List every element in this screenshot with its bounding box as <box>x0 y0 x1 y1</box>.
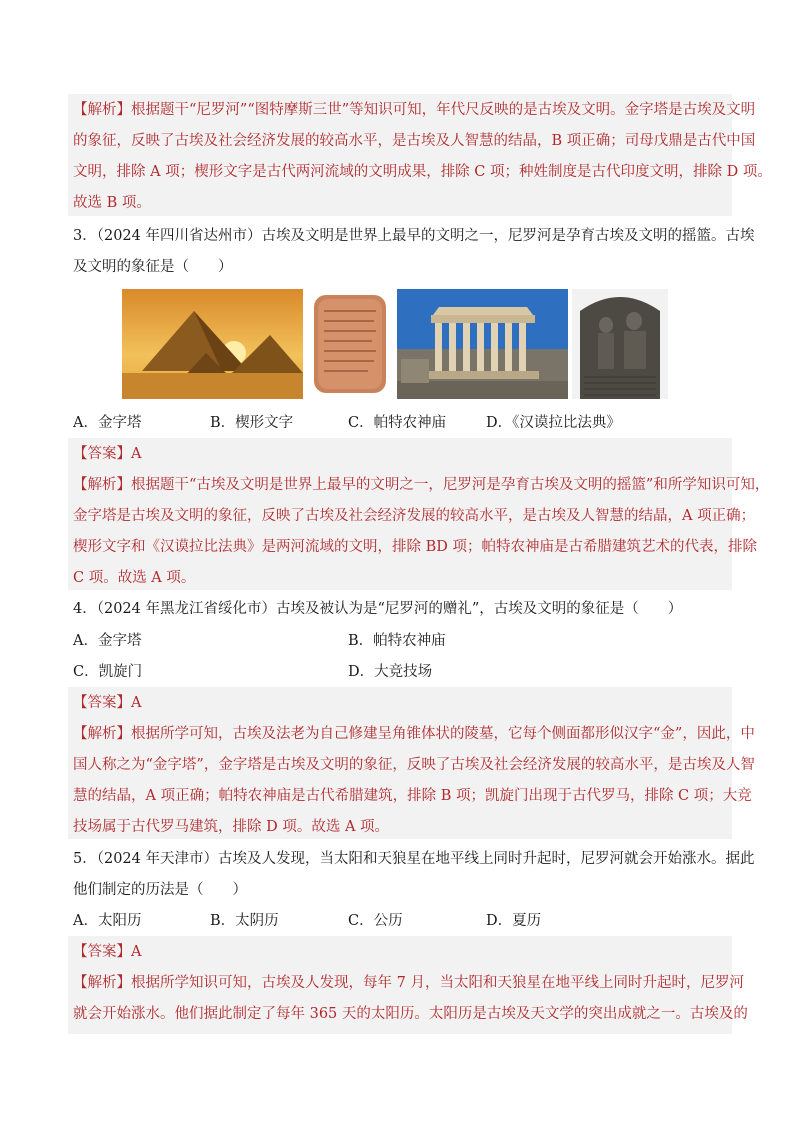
analysis-line: 【解析】根据题干“古埃及文明是世界上最早的文明之一，尼罗河是孕育古埃及文明的摇篮”和所学知识可知， <box>73 477 770 493</box>
question-stem: 3．（2024 年四川省达州市）古埃及文明是世界上最早的文明之一，尼罗河是孕育古埃及文明的摇篮。古埃 <box>73 228 755 244</box>
analysis-line: 国人称之为“金字塔”，金字塔是古埃及文明的象征，反映了古埃及社会经济发展的较高水平，是古埃及人智 <box>73 757 755 773</box>
analysis-line: 就会开始涨水。他们据此制定了每年 365 天的太阳历。太阳历是古埃及天文学的突出成就之一。古埃及的 <box>73 1006 748 1022</box>
code-of-hammurabi-image <box>572 289 668 399</box>
analysis-line: 【解析】根据所学知识可知，古埃及人发现，每年 7 月，当太阳和天狼星在地平线上同时升起时，尼罗河 <box>73 975 744 991</box>
option-b: B．帕特农神庙 <box>348 633 446 649</box>
option-d: D．大竞技场 <box>348 664 433 680</box>
question-stem: 4．（2024 年黑龙江省绥化市）古埃及被认为是“尼罗河的赠礼”，古埃及文明的象征是（ ） <box>73 601 683 617</box>
analysis-line: 故选 B 项。 <box>73 195 151 211</box>
option-a: A．金字塔 <box>73 415 142 431</box>
answer-label: 【答案】A <box>73 695 142 711</box>
question-stem: 5．（2024 年天津市）古埃及人发现，当太阳和天狼星在地平线上同时升起时，尼罗河就会开始涨水。据此 <box>73 851 755 867</box>
option-a: A．太阳历 <box>73 913 142 929</box>
option-c: C．帕特农神庙 <box>348 415 447 431</box>
question-stem: 及文明的象征是（ ） <box>73 259 233 275</box>
option-d: D．夏历 <box>486 913 542 929</box>
analysis-line: C 项。故选 A 项。 <box>73 570 196 586</box>
analysis-line: 的象征，反映了古埃及社会经济发展的较高水平，是古埃及人智慧的结晶，B 项正确；司母戊鼎是古代中国 <box>73 133 756 149</box>
option-c: C．凯旋门 <box>73 664 143 680</box>
option-c: C．公历 <box>348 913 403 929</box>
analysis-line: 【解析】根据题干“尼罗河”“图特摩斯三世”等知识可知，年代尺反映的是古埃及文明。金字塔是古埃及文明 <box>73 102 756 118</box>
analysis-line: 慧的结晶，A 项正确；帕特农神庙是古代希腊建筑，排除 B 项；凯旋门出现于古代罗马，排除 C 项；大竞 <box>73 788 752 804</box>
cuneiform-tablet-image <box>308 289 392 399</box>
analysis-line: 技场属于古代罗马建筑，排除 D 项。故选 A 项。 <box>73 819 390 835</box>
option-b: B．楔形文字 <box>210 415 294 431</box>
answer-label: 【答案】A <box>73 446 142 462</box>
question-stem: 他们制定的历法是（ ） <box>73 882 247 898</box>
parthenon-image <box>397 289 568 399</box>
option-b: B．太阴历 <box>210 913 279 929</box>
analysis-line: 金字塔是古埃及文明的象征，反映了古埃及社会经济发展的较高水平，是古埃及人智慧的结晶，A 项正确； <box>73 508 756 524</box>
pyramids-image <box>122 289 303 399</box>
answer-label: 【答案】A <box>73 944 142 960</box>
option-a: A．金字塔 <box>73 633 142 649</box>
analysis-line: 【解析】根据所学可知，古埃及法老为自己修建呈角锥体状的陵墓，它每个侧面都形似汉字“金”，因此，中 <box>73 726 755 742</box>
option-d: D．《汉谟拉比法典》 <box>486 415 621 431</box>
analysis-line: 楔形文字和《汉谟拉比法典》是两河流域的文明，排除 BD 项；帕特农神庙是古希腊建筑艺术的代表，排除 <box>73 539 757 555</box>
analysis-line: 文明，排除 A 项；楔形文字是古代两河流域的文明成果，排除 C 项；种姓制度是古代印度文明，排除 D 项。 <box>73 164 772 180</box>
